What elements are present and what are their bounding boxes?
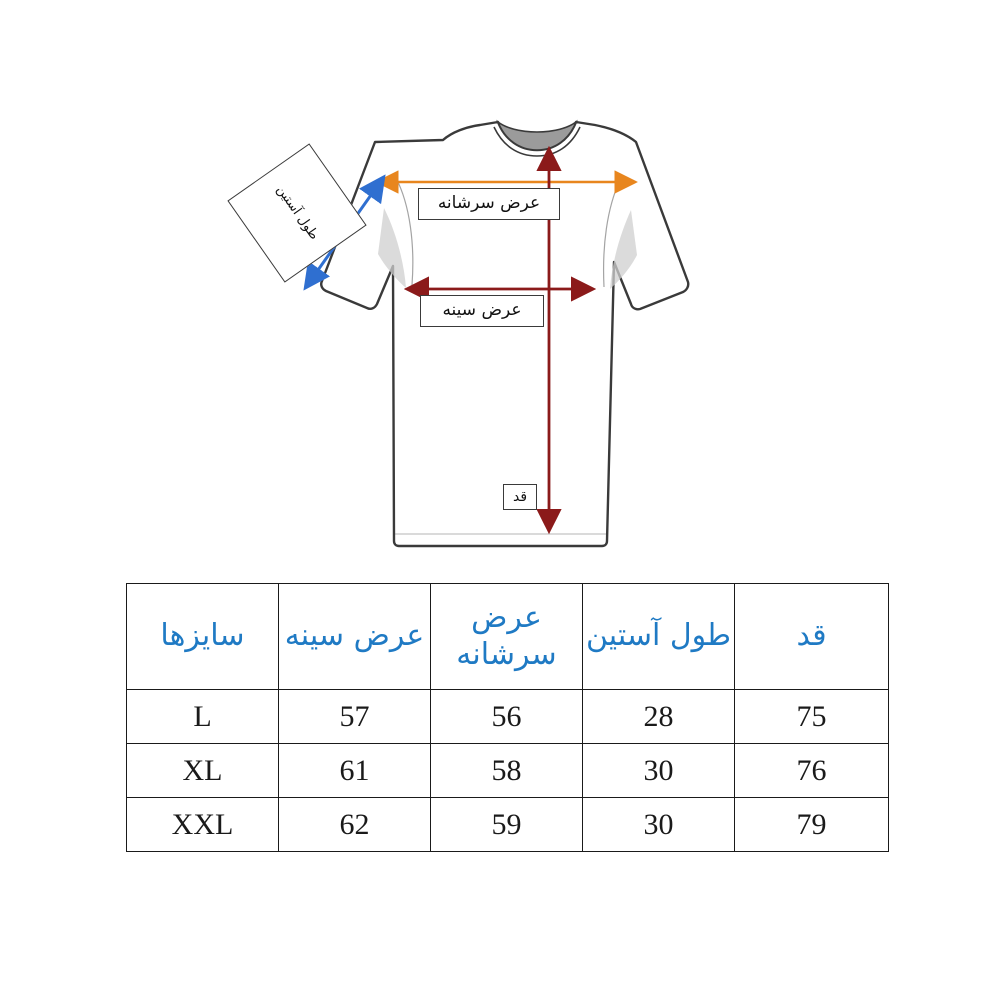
cell-length: 76 <box>735 744 889 798</box>
callout-shoulder-width: عرض سرشانه <box>418 188 560 220</box>
cell-shoulder: 56 <box>431 690 583 744</box>
cell-length: 79 <box>735 798 889 852</box>
callout-body-length: قد <box>503 484 537 510</box>
header-sizes: سایزها <box>127 584 279 690</box>
callout-chest-width: عرض سینه <box>420 295 544 327</box>
cell-shoulder: 58 <box>431 744 583 798</box>
cell-length: 75 <box>735 690 889 744</box>
header-sleeve-length: طول آستین <box>583 584 735 690</box>
size-table-head <box>127 584 889 690</box>
callout-sleeve-length: طول آستین <box>227 143 366 282</box>
cell-sleeve: 28 <box>583 690 735 744</box>
cell-chest: 57 <box>279 690 431 744</box>
cell-sleeve: 30 <box>583 744 735 798</box>
cell-chest: 61 <box>279 744 431 798</box>
cell-sleeve: 30 <box>583 798 735 852</box>
table-row <box>127 744 889 798</box>
header-length: قد <box>735 584 889 690</box>
header-shoulder-width: عرض سرشانه <box>431 584 583 690</box>
size-table <box>126 583 889 852</box>
cell-size: L <box>127 690 279 744</box>
table-row <box>127 690 889 744</box>
header-chest-width: عرض سینه <box>279 584 431 690</box>
size-table-body <box>127 690 889 852</box>
table-row <box>127 798 889 852</box>
cell-size: XL <box>127 744 279 798</box>
cell-shoulder: 59 <box>431 798 583 852</box>
table-header-row <box>127 584 889 690</box>
cell-size: XXL <box>127 798 279 852</box>
cell-chest: 62 <box>279 798 431 852</box>
